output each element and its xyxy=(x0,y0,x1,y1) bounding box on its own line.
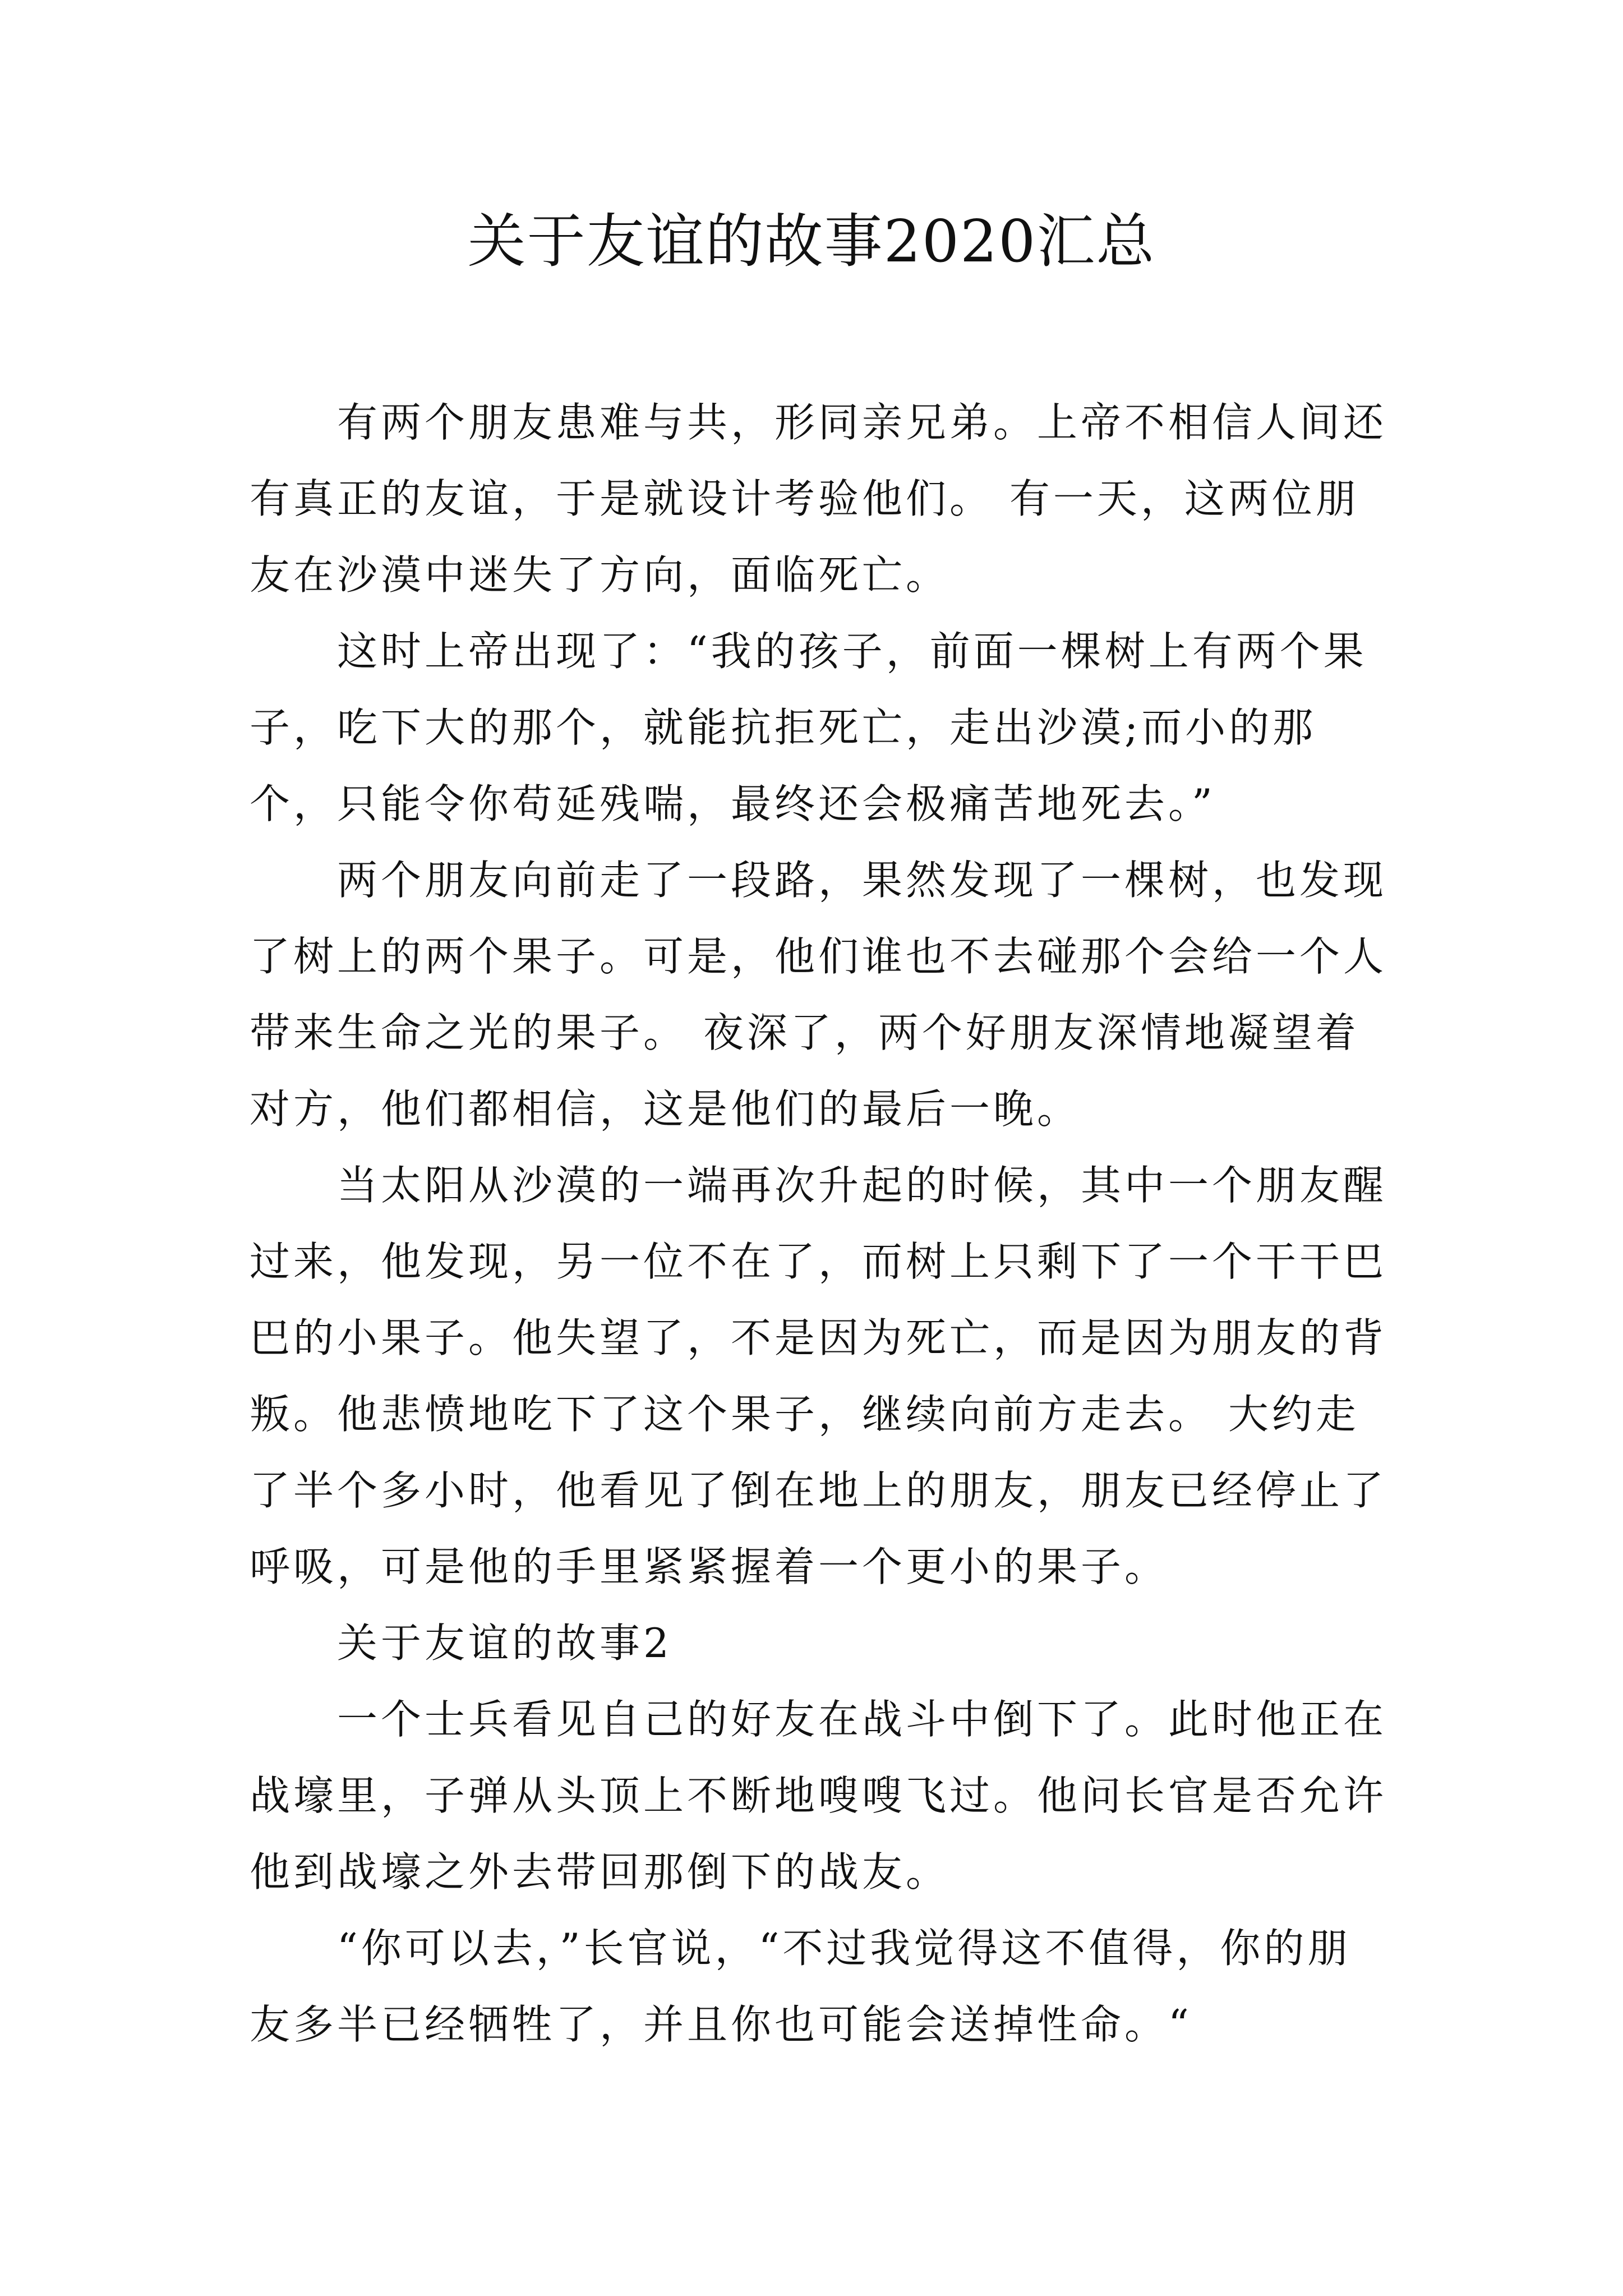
paragraph-5: 一个士兵看见自己的好友在战斗中倒下了。此时他正在战壕里，子弹从头顶上不断地嗖嗖飞过。他问长官是否允许他到战壕之外去带回那倒下的战友。 xyxy=(250,1696,1387,1895)
section-heading-2: 关于友谊的故事2 xyxy=(337,1619,672,1667)
paragraph-6: “你可以去，”长官说，“不过我觉得这不值得，你的朋友多半已经牺牲了，并且你也可能会送掉性命。“ xyxy=(250,1925,1352,2048)
paragraph-4: 当太阳从沙漠的一端再次升起的时候，其中一个朋友醒过来，他发现，另一位不在了，而树上只剩下了一个干干巴巴的小果子。他失望了，不是因为死亡，而是因为朋友的背叛。他悲愤地吃下了这个果子，继续向前方走去。 大约走了半个多小时，他看见了倒在地上的朋友，朋友已经停止了呼吸，可是他的手里紧紧握着一个更小的果子。 xyxy=(250,1162,1387,1590)
paragraph-3: 两个朋友向前走了一段路，果然发现了一棵树，也发现了树上的两个果子。可是，他们谁也不去碰那个会给一个人带来生命之光的果子。 夜深了，两个好朋友深情地凝望着对方，他们都相信，这是他们的最后一晚。 xyxy=(250,857,1387,1133)
document-body xyxy=(250,384,1394,2063)
paragraph-1: 有两个朋友患难与共，形同亲兄弟。上帝不相信人间还有真正的友谊，于是就设计考验他们。 有一天，这两位朋友在沙漠中迷失了方向，面临死亡。 xyxy=(250,399,1387,599)
document-title: 关于友谊的故事2020汇总 xyxy=(467,207,1156,275)
paragraph-2: 这时上帝出现了：“我的孩子，前面一棵树上有两个果子，吃下大的那个，就能抗拒死亡，走出沙漠;而小的那个，只能令你苟延残喘，最终还会极痛苦地死去。” xyxy=(250,628,1367,827)
